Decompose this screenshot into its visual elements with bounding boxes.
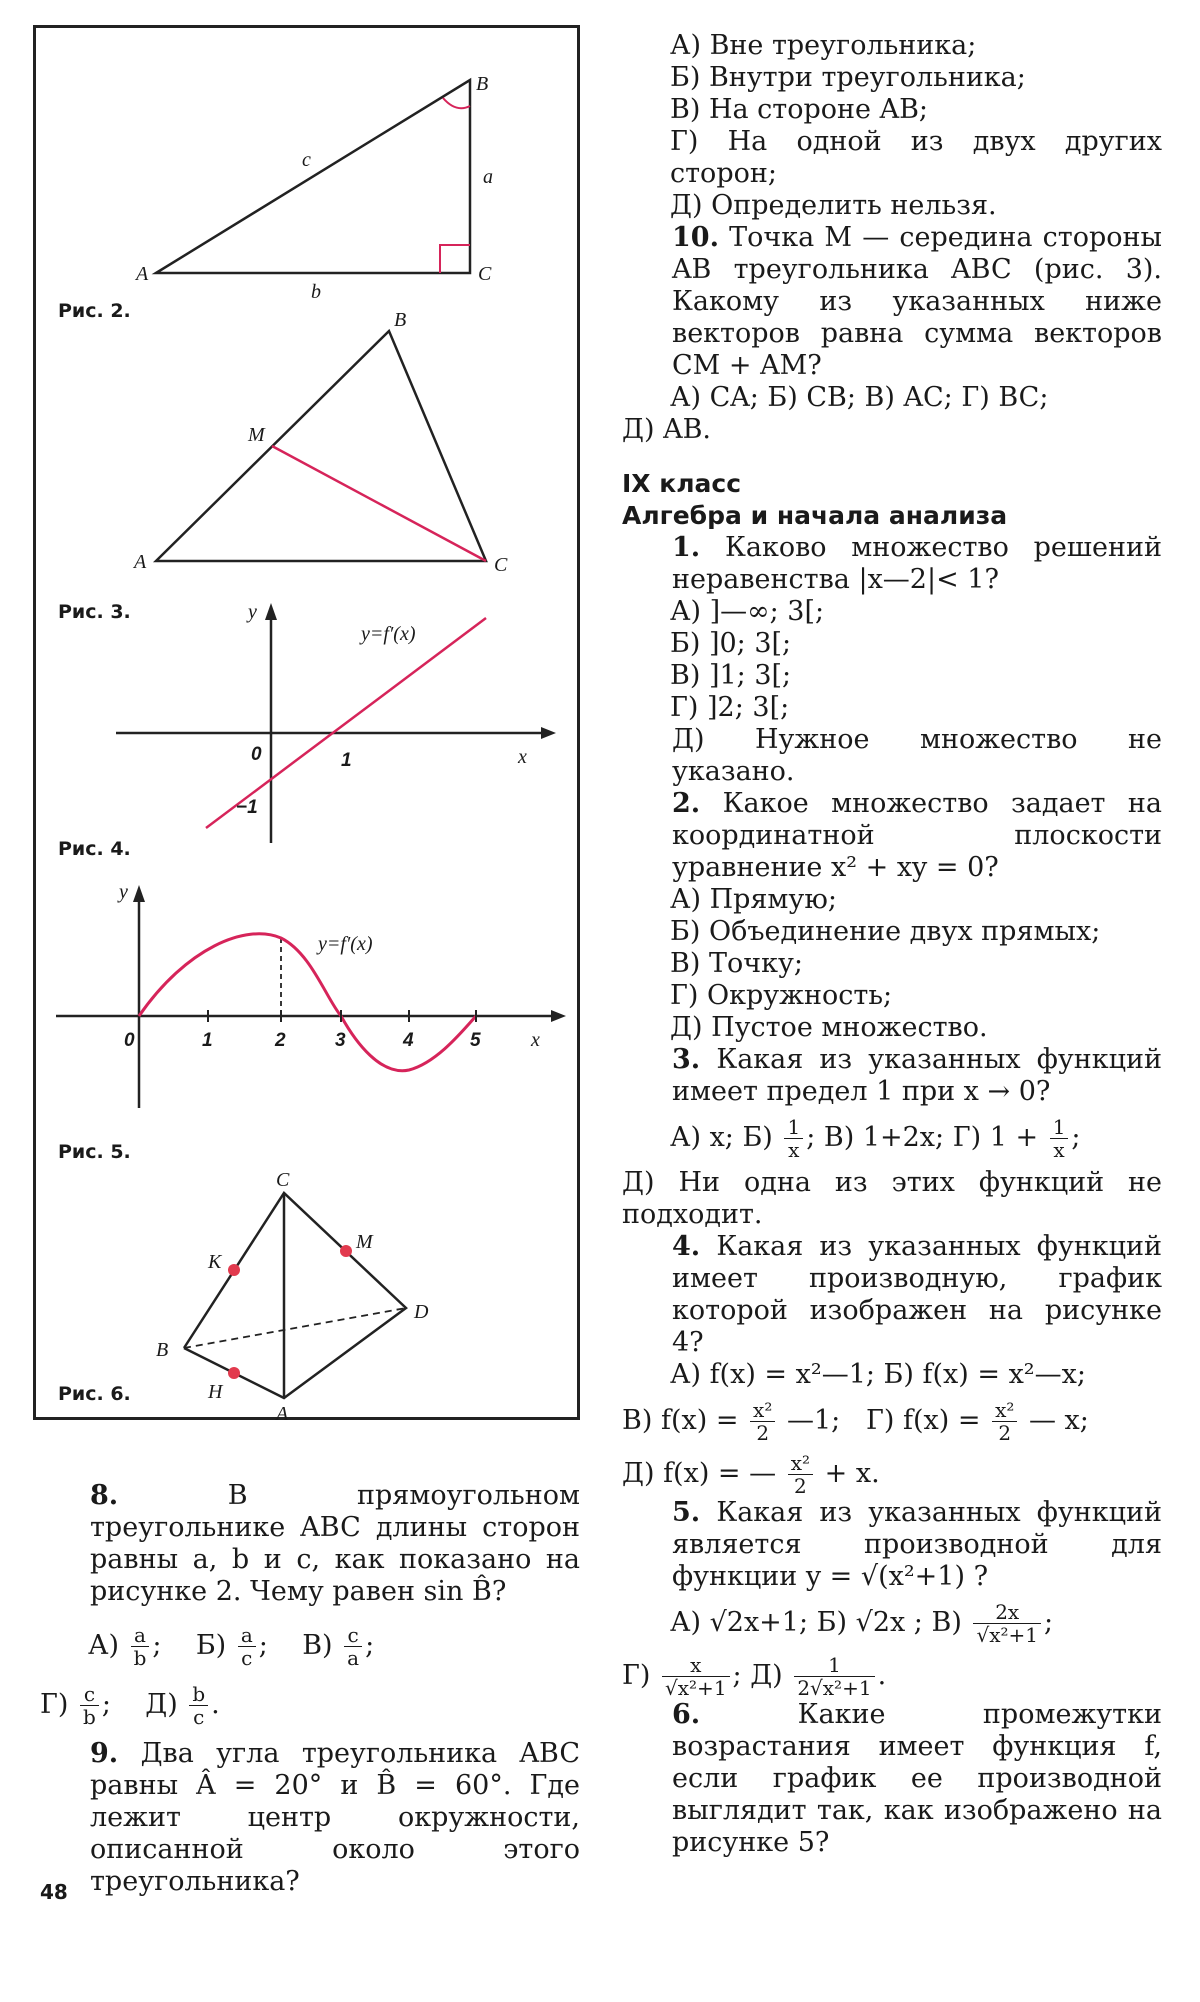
q2-number: 2. [672,788,701,819]
right-column [622,30,1162,1859]
tick-3-fig5: 3 [335,1030,346,1051]
tick-minus1-fig4: −1 [236,797,258,818]
q3-number: 3. [672,1044,701,1075]
q8-opt-b: Б) $\frac{a}{c}$ ; [195,1623,268,1670]
q1-option-d: Г) ]2; 3[; [670,692,790,723]
q5-frac-d: $\frac{1}{\text{2√x²+1}}$ [794,1654,874,1699]
caption-fig5: Рис. 5. [58,1141,131,1163]
page-number: 48 [40,1880,68,1904]
label-m-fig3: M [248,424,265,446]
y-axis-arrow [265,603,277,620]
q2-text: Какое множество задает на координатной плоскости уравнение x² + xy = 0? [672,788,1162,883]
label-x-fig5: x [531,1029,540,1051]
q3-opt-end: ; [1071,1122,1081,1153]
label-c-fig6: C [276,1169,290,1191]
q1-number: 1. [672,532,701,563]
figure-3-triangle-median [36,298,577,598]
label-m-fig6: M [356,1231,373,1253]
q9-number: 9. [90,1738,119,1769]
q4-opt-d-pre: Д) f(x) = — [622,1458,777,1489]
q6-number: 6. [672,1699,701,1730]
q9-option-b: Б) Внутри треугольника; [670,62,1026,93]
tetra-edges [184,1193,406,1398]
x-axis-arrow [541,727,556,739]
q4-frac-v: $\frac{\text{x²}}{2}$ [750,1399,775,1444]
q4-options-line3 [622,1452,1162,1497]
q5-opt-g-pre: Г) [622,1660,651,1691]
q5-options-line2: Г) $\frac{x}{\text{√x²+1}}$ ; Д) $\frac{1}{\text{2√x²+1}}$ . [622,1653,887,1700]
label-c-vertex: C [478,263,492,285]
q9-option-a: А) Вне треугольника; [670,30,977,61]
triangle-abc-fig3 [156,331,486,561]
tick-0-fig4: 0 [251,744,262,765]
q3-frac-b: $\frac{1}{x}$ [784,1116,803,1161]
label-a-fig3: A [134,551,147,573]
q5-opt-d-pre: ; Д) [732,1660,783,1691]
q9-option-e: Д) Определить нельзя. [670,190,997,221]
q4-opt-v-post: —1; [786,1405,841,1436]
q3-opt-cd: ; В) 1+2x; Г) 1 + [806,1122,1039,1153]
point-m [340,1245,352,1257]
label-side-c: c [302,149,311,171]
caption-fig4: Рис. 4. [58,838,131,860]
figures-frame [33,25,580,1425]
tick-5-fig5: 5 [470,1030,481,1051]
q4-options-line2 [622,1399,1162,1444]
q2-option-b: Б) Объединение двух прямых; [670,916,1101,947]
q9-option-c: В) На стороне AB; [670,94,929,125]
label-y-fig5: y [119,881,128,903]
segment-mc [272,446,486,561]
q1-option-b: Б) ]0; 3[; [670,628,792,659]
q9-text: Два угла треугольника ABC равны Â = 20° и B̂ = 60°. Где лежит центр окружности, описанной около этого треугольника? [90,1738,580,1897]
q3-options [622,1116,1162,1161]
q2-option-e: Д) Пустое множество. [670,1012,988,1043]
point-k [228,1264,240,1276]
q4-frac-d: $\frac{\text{x²}}{2}$ [788,1452,813,1497]
q4-options-line1: А) f(x) = x²—1; Б) f(x) = x²—x; [670,1359,1086,1390]
question-3 [622,1044,1162,1108]
q8-opt-e: Д) $\frac{b}{c}$ . [145,1682,220,1729]
q5-options-line1: А) √2x+1; Б) √2x ; В) $\frac{2x}{\text{√x²+1}}$ ; [670,1600,1054,1647]
question-6 [622,1699,1162,1859]
q4-opt-d-post: + x. [824,1458,880,1489]
q10-options-line2: Д) AB. [622,414,711,445]
left-column [40,1480,580,1898]
triangle-abc [156,80,470,273]
question-4 [622,1231,1162,1359]
label-b-fig6: B [156,1339,169,1361]
q8-text: В прямоугольном треугольнике ABC длины сторон равны a, b и c, как показано на рисунке 2. Чему равен sin B̂? [90,1480,580,1607]
q4-text: Какая из указанных функций имеет производную, график которой изображен на рисунке 4? [672,1231,1162,1358]
tick-2-fig5: 2 [275,1030,286,1051]
label-a-vertex: A [136,263,149,285]
q10-options-line1: А) CA; Б) CB; В) AC; Г) BC; [670,382,1049,413]
q1-text: Каково множество решений неравенства |x—2|< 1? [672,532,1162,595]
q4-number: 4. [672,1231,701,1262]
label-k-fig6: K [208,1251,222,1273]
label-a-fig6: A [276,1403,289,1425]
angle-b-arc [443,98,470,108]
tick-4-fig5: 4 [403,1030,414,1051]
caption-fig2: Рис. 2. [58,300,131,322]
q8-number: 8. [90,1480,119,1511]
tick-1-fig4: 1 [341,750,352,771]
tick-1-fig5: 1 [202,1030,213,1051]
q3-option-e: Д) Ни одна из этих функций не подходит. [622,1167,1162,1230]
caption-fig3: Рис. 3. [58,601,131,623]
q5-number: 5. [672,1497,701,1528]
q4-frac-g: $\frac{\text{x²}}{2}$ [992,1399,1017,1444]
q5-opt-abv: А) √2x+1; Б) √2x ; В) [670,1607,962,1638]
right-angle-mark [440,245,470,273]
q1-option-e: Д) Нужное множество не указано. [672,724,1162,787]
label-x-fig4: x [518,746,527,768]
q10-text: Точка M — середина стороны AB треугольника ABC (рис. 3). Какому из указанных ниже векторов равна сумма векторов CM + AM? [672,222,1162,381]
label-d-fig6: D [414,1301,429,1323]
q1-option-a: А) ]—∞; 3[; [670,596,825,627]
q6-text: Какие промежутки возрастания имеет функция f, если график ее производной выглядит так, как изображено на рисунке 5? [672,1699,1162,1858]
q2-option-d: Г) Окружность; [670,980,893,1011]
q8-opt-d: Г) $\frac{c}{b}$ ; [40,1682,111,1729]
subject-heading: Алгебра и начала анализа [622,501,1008,530]
q8-opt-a: А) $\frac{a}{b}$ ; [88,1623,162,1670]
label-b-vertex: B [476,73,489,95]
q5-frac-g: $\frac{x}{\text{√x²+1}}$ [662,1654,730,1699]
grade-heading: IX класс [622,469,742,498]
label-side-a: a [483,166,493,188]
q4-opt-g-post: — x; [1028,1405,1089,1436]
q3-text: Какая из указанных функций имеет предел 1 при x → 0? [672,1044,1162,1107]
derivative-curve [139,934,476,1071]
q2-option-a: А) Прямую; [670,884,837,915]
q8-options-row2 [40,1683,580,1728]
label-c-fig3: C [494,554,508,576]
x-axis-arrow-fig5 [551,1010,566,1022]
figure-6-tetrahedron [36,1158,577,1425]
figure-4-linear-graph [36,598,577,848]
label-h-fig6: H [208,1381,223,1403]
q8-opt-c: В) $\frac{c}{a}$ ; [302,1623,375,1670]
q2-option-c: В) Точку; [670,948,803,979]
figure-5-derivative-graph [36,878,577,1108]
q1-option-c: В) ]1; 3[; [670,660,792,691]
tick-0-fig5: 0 [124,1030,135,1051]
question-10 [622,222,1162,382]
q5-frac-v: $\frac{2x}{\text{√x²+1}}$ [973,1601,1041,1646]
figure-2-right-triangle [36,48,577,303]
q5-text: Какая из указанных функций является производной для функции y = √(x²+1) ? [672,1497,1162,1592]
point-h [228,1367,240,1379]
label-b-fig3: B [394,309,407,331]
question-5 [622,1497,1162,1593]
question-9 [40,1738,580,1898]
q3-frac-d: $\frac{1}{x}$ [1050,1116,1069,1161]
q10-number: 10. [672,222,719,253]
question-8 [40,1480,580,1608]
q3-opt-ab: А) x; Б) [670,1122,773,1153]
caption-fig6: Рис. 6. [58,1383,131,1405]
q9-option-d: Г) На одной из двух других сторон; [670,126,1162,189]
label-func-fig4: y=f′(x) [361,623,416,645]
label-y-fig4: y [248,601,257,623]
q4-opt-v-pre: В) f(x) = [622,1405,739,1436]
tetra-hidden-edge-bd [184,1308,406,1348]
q4-opt-g-pre: Г) f(x) = [865,1405,981,1436]
y-axis-arrow-fig5 [133,885,145,902]
question-1 [622,532,1162,596]
label-func-fig5: y=f′(x) [318,933,373,955]
label-side-b: b [311,281,321,303]
question-2 [622,788,1162,884]
q8-options-row1 [40,1624,580,1669]
